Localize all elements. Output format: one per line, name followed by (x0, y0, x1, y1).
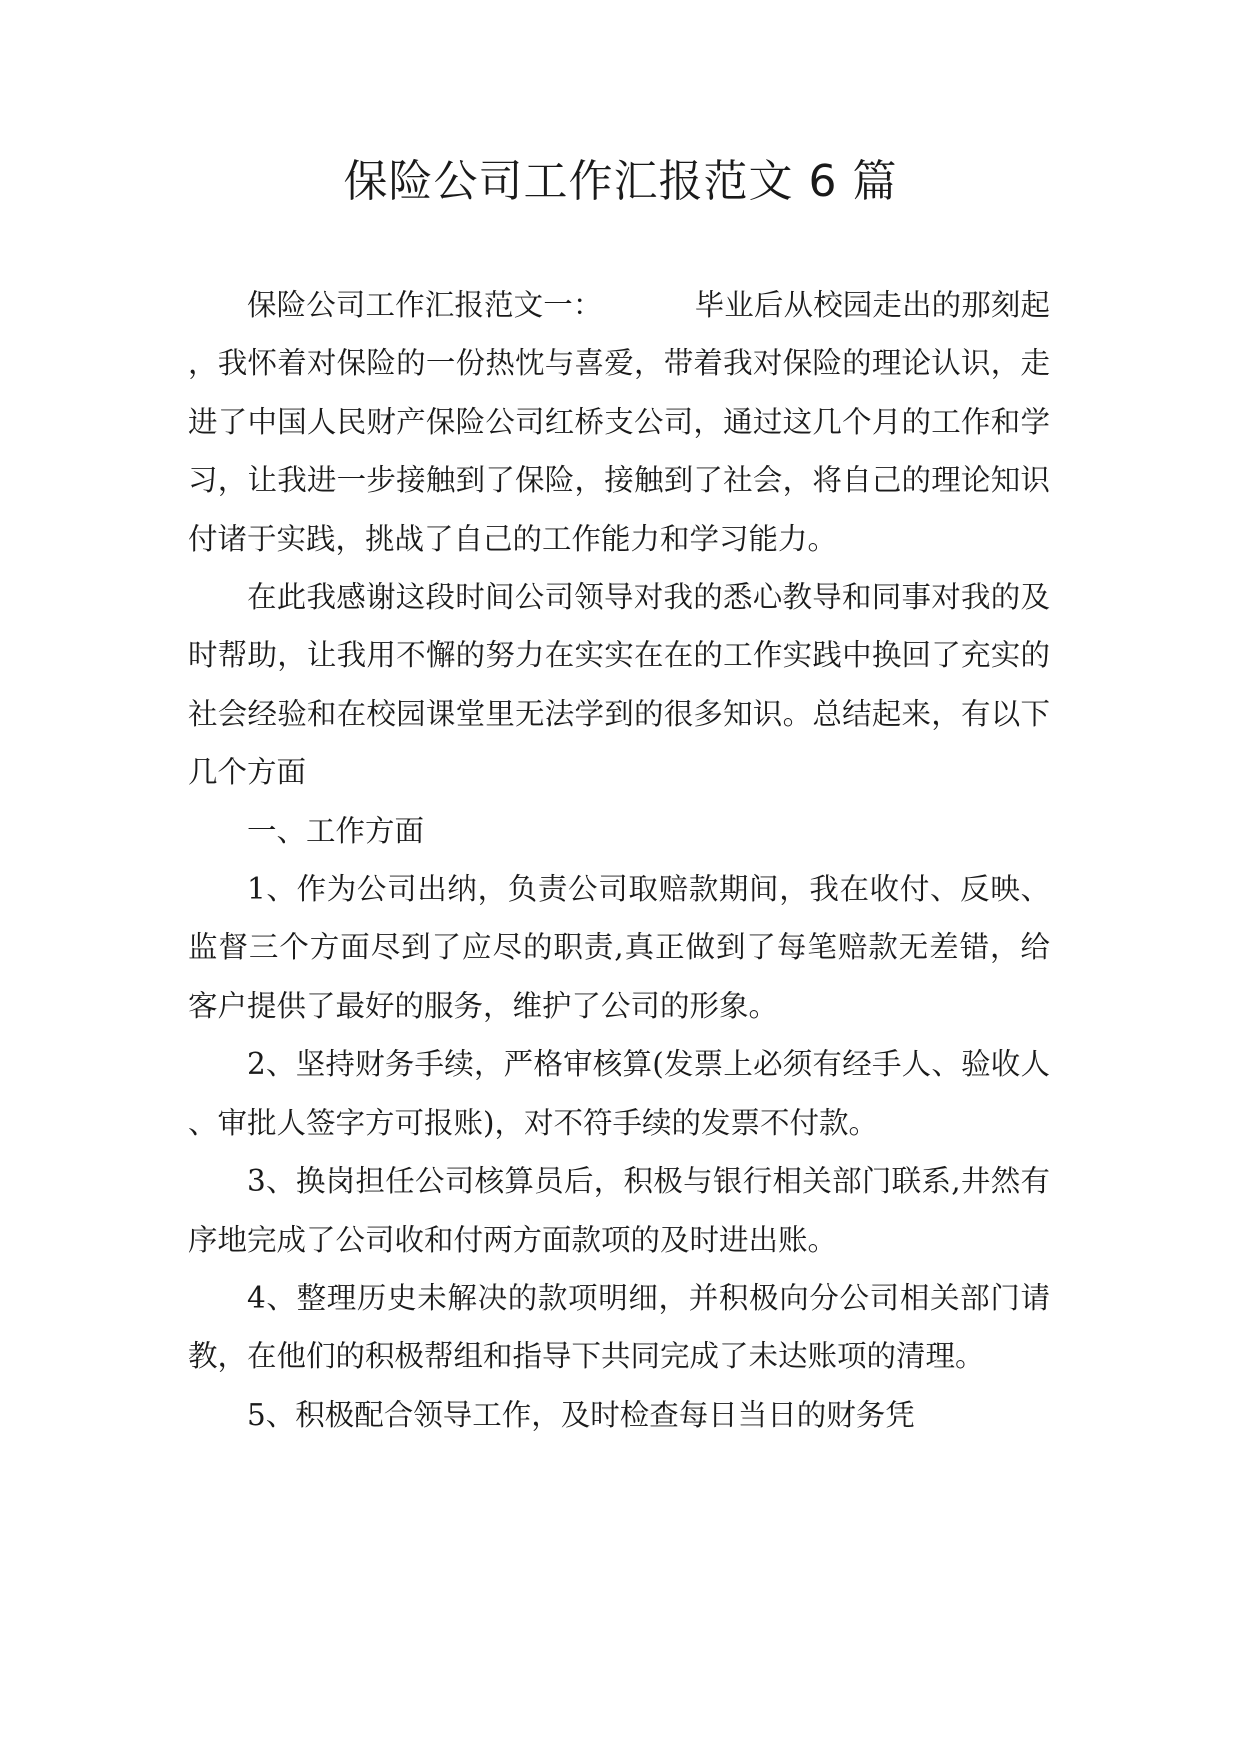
paragraph-thanks: 在此我感谢这段时间公司领导对我的悉心教导和同事对我的及时帮助，让我用不懈的努力在实实在在的工作实践中换回了充实的社会经验和在校园课堂里无法学到的很多知识。总结起来，有以下几个方面 (188, 580, 1050, 790)
section-heading-work: 一、工作方面 (247, 813, 425, 848)
intro-lead: 保险公司工作汇报范文一： (247, 288, 603, 322)
list-item-2: 2、坚持财务手续，严格审核算(发票上必须有经手人、验收人、审批人签字方可报账)，对不符手续的发票不付款。 (188, 1047, 1050, 1140)
list-item-1: 1、作为公司出纳，负责公司取赔款期间，我在收付、反映、监督三个方面尽到了应尽的职责,真正做到了每笔赔款无差错，给客户提供了最好的服务，维护了公司的形象。 (188, 872, 1050, 1023)
list-item-4: 4、整理历史未解决的款项明细，并积极向分公司相关部门请教，在他们的积极帮组和指导下共同完成了未达账项的清理。 (188, 1280, 1050, 1374)
intro-paragraph (188, 276, 1050, 568)
list-item-3: 3、换岗担任公司核算员后，积极与银行相关部门联系,井然有序地完成了公司收和付两方面款项的及时进出账。 (188, 1164, 1050, 1257)
intro-text: 毕业后从校园走出的那刻起，我怀着对保险的一份热忱与喜爱，带着我对保险的理论认识，走进了中国人民财产保险公司红桥支公司，通过这几个月的工作和学习，让我进一步接触到了保险，接触到了社会，将自己的理论知识付诸于实践，挑战了自己的工作能力和学习能力。 (188, 288, 1050, 556)
list-item-5: 5、积极配合领导工作，及时检查每日当日的财务凭 (247, 1397, 915, 1432)
document-body (188, 276, 1050, 1444)
document-title: 保险公司工作汇报范文 6 篇 (343, 156, 898, 207)
